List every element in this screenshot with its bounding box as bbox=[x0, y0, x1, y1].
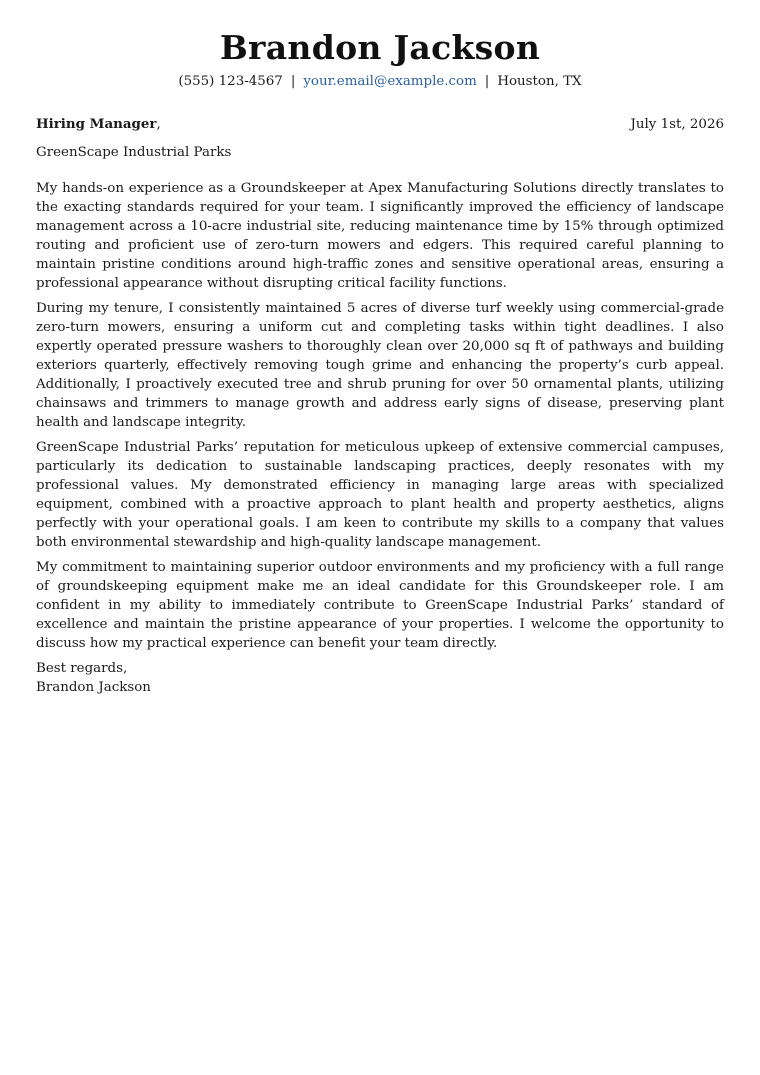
phone-number: (555) 123-4567 bbox=[178, 74, 283, 89]
closing-block bbox=[36, 659, 724, 697]
contact-line bbox=[36, 72, 724, 92]
paragraph: During my tenure, I consistently maintained 5 acres of diverse turf weekly using commercial-grade zero-turn mowers, ensuring a uniform cut and completing tasks within tight deadlines. I also expertly operated pressure washers to thoroughly clean over 20,000 sq ft of pathways and building exteriors quarterly, effectively removing tough grime and enhancing the property’s curb appeal. Additionally, I proactively executed tree and shrub pruning for over 50 ornamental plants, utilizing chainsaws and trimmers to manage growth and address early signs of disease, preserving plant health and landscape integrity. bbox=[36, 301, 724, 430]
closing: Best regards, bbox=[36, 661, 128, 676]
cover-letter bbox=[36, 28, 724, 697]
separator: | bbox=[484, 74, 490, 89]
letter-body bbox=[36, 179, 724, 653]
separator: | bbox=[290, 74, 296, 89]
recipient-line bbox=[36, 114, 161, 135]
paragraph: GreenScape Industrial Parks’ reputation for meticulous upkeep of extensive commercial campuses, particularly its dedication to sustainable landscaping practices, deeply resonates with my professional values. My demonstrated efficiency in managing large areas with specialized equipment, combined with a proactive approach to plant health and property aesthetics, aligns perfectly with your operational goals. I am keen to contribute my skills to a company that values both environmental stewardship and high-quality landscape management. bbox=[36, 440, 724, 550]
paragraph: My commitment to maintaining superior outdoor environments and my proficiency with a full range of groundskeeping equipment make me an ideal candidate for this Groundskeeper role. I am confident in my ability to immediately contribute to GreenScape Industrial Parks’ standard of excellence and maintain the pristine appearance of your properties. I welcome the opportunity to discuss how my practical experience can benefit your team directly. bbox=[36, 560, 724, 651]
recipient: Hiring Manager bbox=[36, 116, 157, 132]
recipient-suffix: , bbox=[156, 117, 161, 132]
location: Houston, TX bbox=[497, 74, 582, 89]
letter-date: July 1st, 2026 bbox=[630, 117, 724, 132]
signature: Brandon Jackson bbox=[36, 680, 151, 695]
paragraph: My hands-on experience as a Groundskeeper at Apex Manufacturing Solutions directly translates to the exacting standards required for your team. I significantly improved the efficiency of landscape management across a 10-acre industrial site, reducing maintenance time by 15% through optimized routing and proficient use of zero-turn mowers and edgers. This required careful planning to maintain pristine conditions around high-traffic zones and sensitive operational areas, ensuring a professional appearance without disrupting critical facility functions. bbox=[36, 181, 724, 291]
recipient-date-row bbox=[36, 114, 724, 135]
email-link[interactable]: your.email@example.com bbox=[303, 74, 477, 89]
company-name: GreenScape Industrial Parks bbox=[36, 145, 232, 160]
applicant-name: Brandon Jackson bbox=[219, 28, 541, 67]
